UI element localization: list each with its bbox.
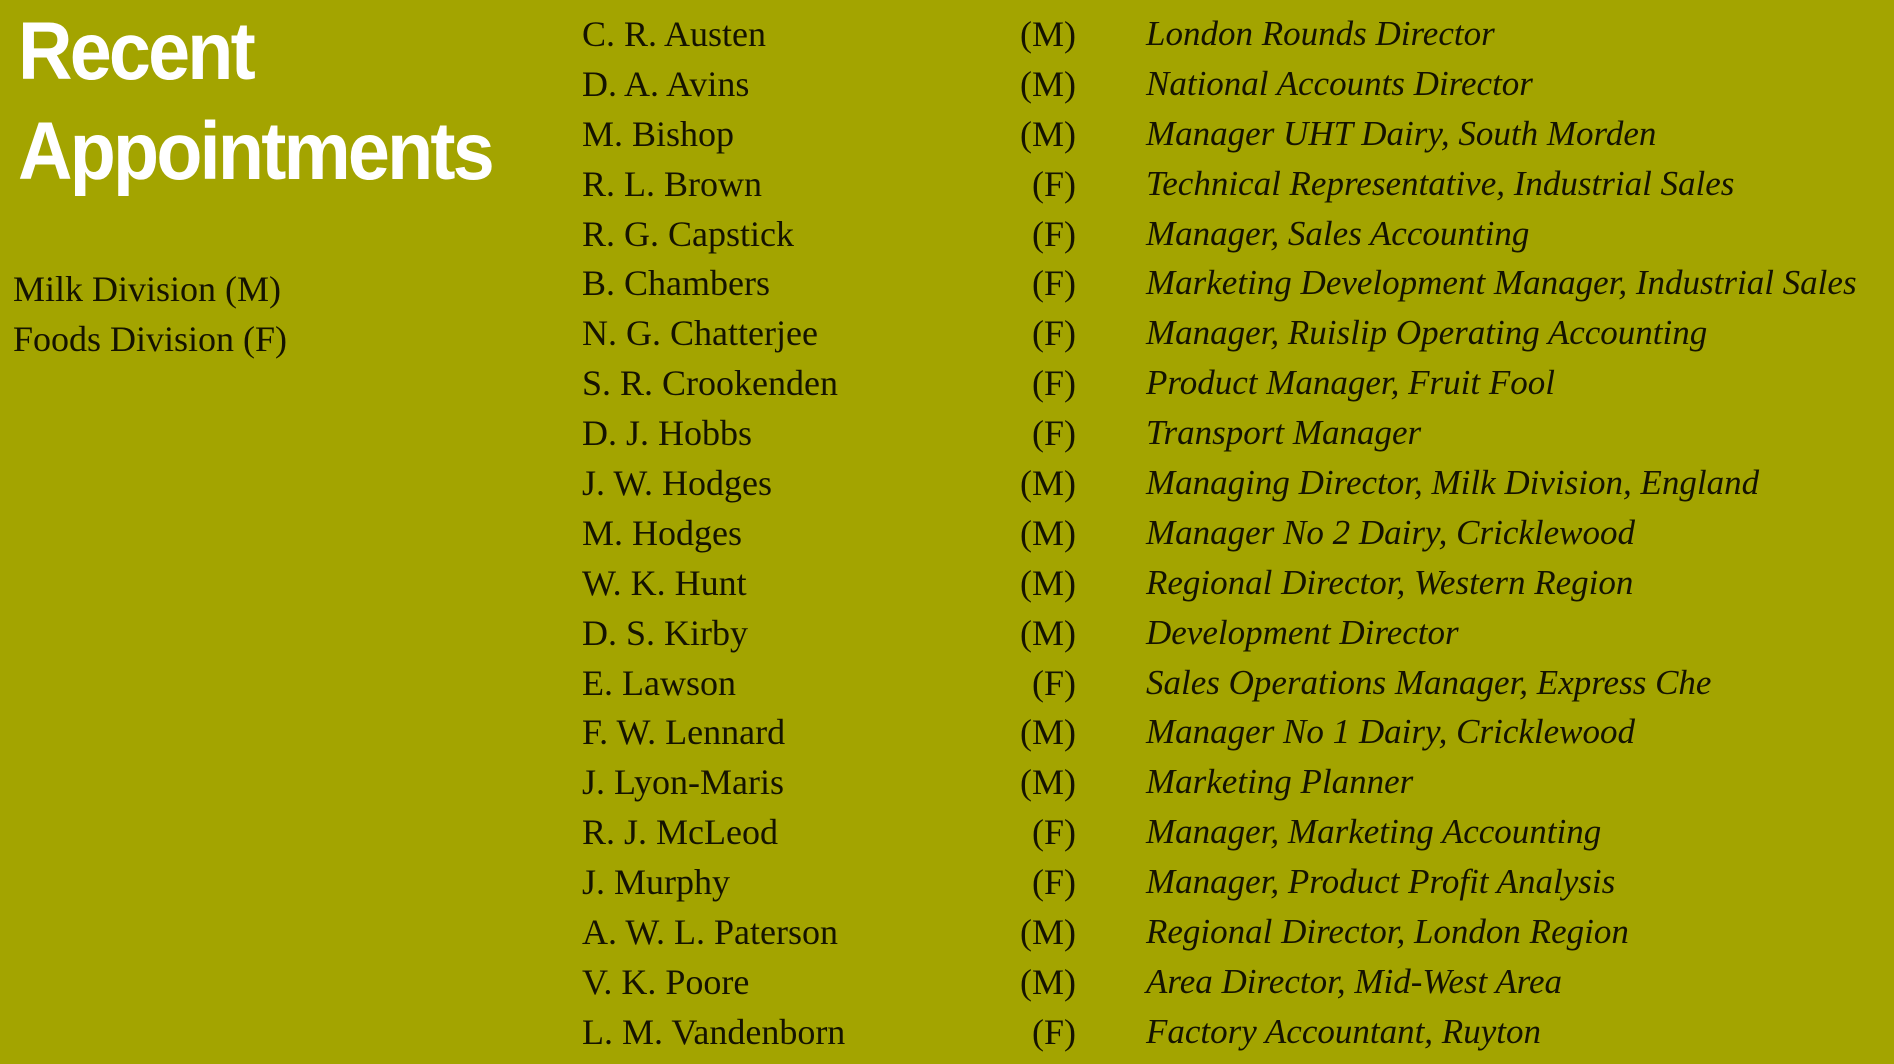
- appointment-role: Manager, Sales Accounting: [1146, 213, 1530, 253]
- appointment-row: [0, 907, 1894, 957]
- appointment-role: Manager, Marketing Accounting: [1146, 812, 1602, 852]
- division-code: (F): [1032, 1011, 1076, 1052]
- division-code: (F): [1032, 313, 1076, 354]
- appointment-role: London Rounds Director: [1146, 14, 1495, 53]
- appointee-name: J. Lyon-Maris: [582, 762, 784, 803]
- appointee-name: A. W. L. Paterson: [582, 912, 838, 953]
- appointment-role: Product Manager, Fruit Fool: [1146, 363, 1555, 403]
- appointment-role: Regional Director, Western Region: [1146, 562, 1634, 602]
- appointment-role: Manager No 2 Dairy, Cricklewood: [1146, 512, 1635, 552]
- appointment-role: Marketing Development Manager, Industrial Sales: [1146, 263, 1857, 303]
- appointment-role: Manager No 1 Dairy, Cricklewood: [1146, 712, 1635, 752]
- appointment-row: [0, 308, 1894, 358]
- appointee-name: S. R. Crookenden: [582, 363, 838, 404]
- appointment-role: Factory Accountant, Ruyton: [1146, 1011, 1541, 1051]
- appointee-name: C. R. Austen: [582, 14, 767, 54]
- appointee-name: J. Murphy: [582, 862, 731, 903]
- appointee-name: E. Lawson: [582, 662, 736, 703]
- appointment-role: Marketing Planner: [1146, 762, 1414, 802]
- appointee-name: D. A. Avins: [582, 63, 750, 104]
- appointment-row: [0, 109, 1894, 159]
- appointee-name: B. Chambers: [582, 263, 770, 304]
- division-code: (F): [1032, 862, 1076, 903]
- appointee-name: D. S. Kirby: [582, 612, 749, 653]
- division-code: (M): [1020, 512, 1076, 553]
- appointment-row: [0, 658, 1894, 708]
- division-code: (F): [1032, 413, 1076, 454]
- appointee-name: N. G. Chatterjee: [582, 313, 818, 354]
- appointment-row: [0, 59, 1894, 109]
- appointment-row: [0, 209, 1894, 259]
- appointee-name: F. W. Lennard: [582, 712, 786, 753]
- division-code: (M): [1020, 612, 1076, 653]
- appointment-row: [0, 408, 1894, 458]
- division-code: (M): [1020, 762, 1076, 803]
- appointment-row: [0, 358, 1894, 408]
- division-code: (F): [1032, 263, 1076, 304]
- appointment-row: [0, 159, 1894, 209]
- appointment-role: Sales Operations Manager, Express Che: [1146, 662, 1712, 702]
- appointment-row: [0, 857, 1894, 907]
- division-code: (F): [1032, 812, 1076, 853]
- appointment-row: [0, 757, 1894, 807]
- appointee-name: M. Hodges: [582, 512, 742, 553]
- page-title-line-1: Recent: [18, 6, 254, 97]
- appointment-role: National Accounts Director: [1146, 63, 1533, 103]
- legend-foods-division: Foods Division (F): [13, 319, 288, 359]
- division-code: (M): [1020, 562, 1076, 603]
- appointment-row: [0, 9, 1894, 59]
- appointment-row: [0, 558, 1894, 608]
- appointee-name: R. J. McLeod: [582, 812, 778, 853]
- appointment-role: Manager UHT Dairy, South Morden: [1146, 113, 1657, 153]
- appointment-row: [0, 508, 1894, 558]
- appointee-name: R. G. Capstick: [582, 213, 794, 254]
- appointee-name: R. L. Brown: [582, 163, 762, 204]
- division-code: (F): [1032, 163, 1076, 204]
- appointment-row: [0, 258, 1894, 308]
- appointment-row: [0, 957, 1894, 1007]
- division-code: (M): [1020, 113, 1076, 154]
- appointee-name: V. K. Poore: [582, 961, 750, 1002]
- appointee-name: D. J. Hobbs: [582, 413, 753, 454]
- appointment-role: Regional Director, London Region: [1146, 912, 1629, 952]
- division-code: (F): [1032, 213, 1076, 254]
- appointment-role: Manager, Product Profit Analysis: [1146, 862, 1616, 902]
- division-code: (M): [1020, 63, 1076, 104]
- appointee-name: M. Bishop: [582, 113, 735, 154]
- appointment-role: Area Director, Mid-West Area: [1146, 961, 1563, 1001]
- division-code: (F): [1032, 363, 1076, 404]
- division-code: (M): [1020, 14, 1076, 54]
- appointment-role: Managing Director, Milk Division, England: [1146, 463, 1760, 503]
- appointment-role: Development Director: [1146, 612, 1459, 652]
- appointment-row: [0, 608, 1894, 658]
- appointment-row: [0, 1007, 1894, 1057]
- page-title-line-2: Appointments: [18, 106, 492, 197]
- legend-milk-division: Milk Division (M): [13, 269, 282, 309]
- appointment-role: Technical Representative, Industrial Sales: [1146, 163, 1735, 203]
- division-code: (M): [1020, 961, 1076, 1002]
- appointment-row: [0, 458, 1894, 508]
- appointments-list: [0, 9, 1894, 1057]
- appointment-role: Transport Manager: [1146, 413, 1422, 453]
- appointment-role: Manager, Ruislip Operating Accounting: [1146, 313, 1708, 353]
- appointment-row: [0, 807, 1894, 857]
- appointee-name: W. K. Hunt: [582, 562, 747, 603]
- appointee-name: L. M. Vandenborn: [582, 1011, 846, 1052]
- division-code: (M): [1020, 463, 1076, 504]
- division-code: (F): [1032, 662, 1076, 703]
- appointment-row: [0, 707, 1894, 757]
- division-code: (M): [1020, 912, 1076, 953]
- division-code: (M): [1020, 712, 1076, 753]
- appointee-name: J. W. Hodges: [582, 463, 773, 504]
